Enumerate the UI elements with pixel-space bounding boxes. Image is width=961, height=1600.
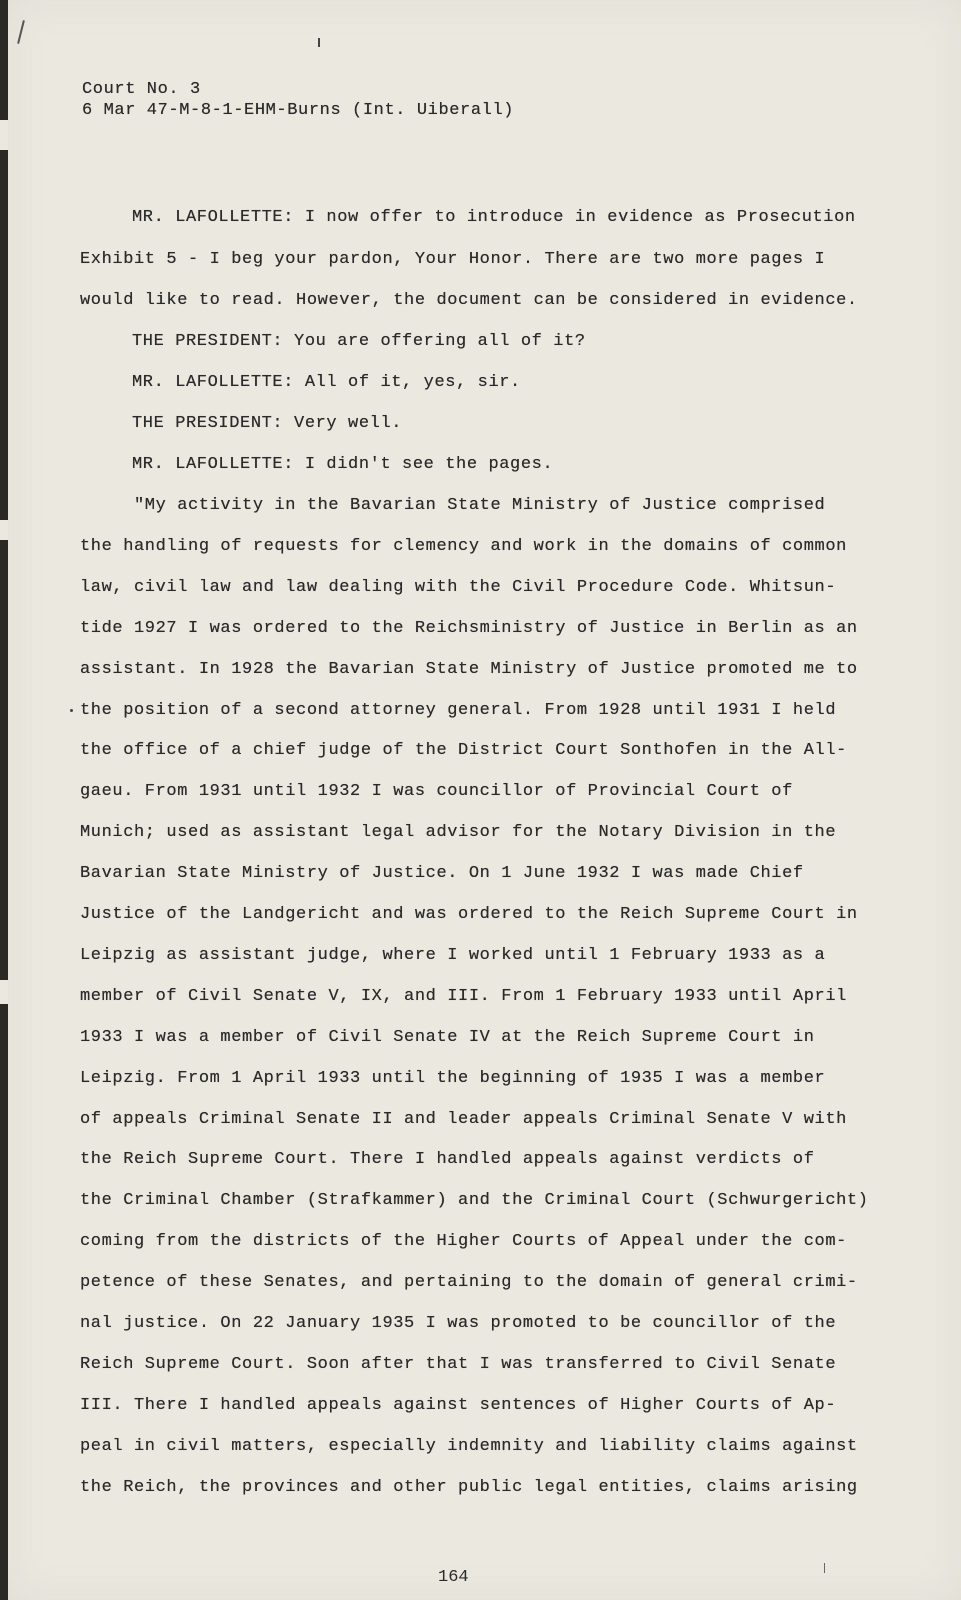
ink-mark [318, 38, 320, 47]
dialogue-line: MR. LAFOLLETTE: All of it, yes, sir. [132, 373, 521, 392]
testimony-line: Bavarian State Ministry of Justice. On 1 June 1932 I was made Chief [80, 864, 804, 884]
testimony-line: of appeals Criminal Senate II and leader appeals Criminal Senate V with [80, 1109, 847, 1129]
dialogue-continuation: Exhibit 5 - I beg your pardon, Your Honor. There are two more pages I [80, 250, 826, 269]
testimony-line: Leipzig as assistant judge, where I worked until 1 February 1933 as a [80, 945, 826, 965]
document-page [8, 0, 961, 1600]
page-number: 164 [438, 1568, 469, 1587]
testimony-line: gaeu. From 1931 until 1932 I was councillor of Provincial Court of [80, 782, 793, 802]
dialogue-line: MR. LAFOLLETTE: I didn't see the pages. [132, 455, 554, 474]
testimony-line: nal justice. On 22 January 1935 I was promoted to be councillor of the [80, 1314, 837, 1333]
testimony-line: the office of a chief judge of the District Court Sonthofen in the All- [80, 741, 847, 761]
dialogue-line: THE PRESIDENT: Very well. [132, 414, 403, 433]
testimony-line: Munich; used as assistant legal advisor for the Notary Division in the [80, 823, 837, 843]
testimony-line: assistant. In 1928 the Bavarian State Ministry of Justice promoted me to [80, 659, 858, 679]
ink-mark [17, 20, 25, 44]
dialogue-line: THE PRESIDENT: You are offering all of it? [132, 332, 586, 351]
page-binding-edge [0, 0, 8, 1600]
testimony-line: the Reich, the provinces and other public legal entities, claims arising [80, 1477, 858, 1497]
testimony-line: the Criminal Chamber (Strafkammer) and the Criminal Court (Schwurgericht) [80, 1191, 869, 1211]
session-reference: 6 Mar 47-M-8-1-EHM-Burns (Int. Uiberall) [82, 101, 515, 120]
testimony-line: peal in civil matters, especially indemnity and liability claims against [80, 1436, 858, 1456]
dialogue-line: MR. LAFOLLETTE: I now offer to introduce in evidence as Prosecution [132, 208, 856, 227]
testimony-line: tide 1927 I was ordered to the Reichsministry of Justice in Berlin as an [80, 618, 858, 638]
testimony-line: member of Civil Senate V, IX, and III. From 1 February 1933 until April [80, 986, 847, 1006]
ink-mark [824, 1563, 825, 1573]
testimony-line: "My activity in the Bavarian State Ministry of Justice comprised [134, 496, 826, 515]
ink-mark [70, 709, 73, 712]
testimony-line: Justice of the Landgericht and was ordered to the Reich Supreme Court in [80, 905, 858, 924]
testimony-line: 1933 I was a member of Civil Senate IV at the Reich Supreme Court in [80, 1027, 815, 1047]
testimony-line: the position of a second attorney general. From 1928 until 1931 I held [80, 700, 837, 720]
testimony-line: III. There I handled appeals against sentences of Higher Courts of Ap- [80, 1395, 837, 1415]
testimony-line: the Reich Supreme Court. There I handled appeals against verdicts of [80, 1150, 815, 1170]
testimony-line: coming from the districts of the Higher Courts of Appeal under the com- [80, 1232, 847, 1252]
testimony-line: law, civil law and law dealing with the Civil Procedure Code. Whitsun- [80, 577, 837, 597]
testimony-line: the handling of requests for clemency and work in the domains of common [80, 536, 847, 556]
testimony-line: petence of these Senates, and pertaining to the domain of general crimi- [80, 1273, 858, 1293]
testimony-line: Leipzig. From 1 April 1933 until the beginning of 1935 I was a member [80, 1068, 826, 1088]
testimony-line: Reich Supreme Court. Soon after that I was transferred to Civil Senate [80, 1354, 837, 1374]
court-number: Court No. 3 [82, 80, 201, 99]
dialogue-continuation: would like to read. However, the document can be considered in evidence. [80, 291, 858, 310]
